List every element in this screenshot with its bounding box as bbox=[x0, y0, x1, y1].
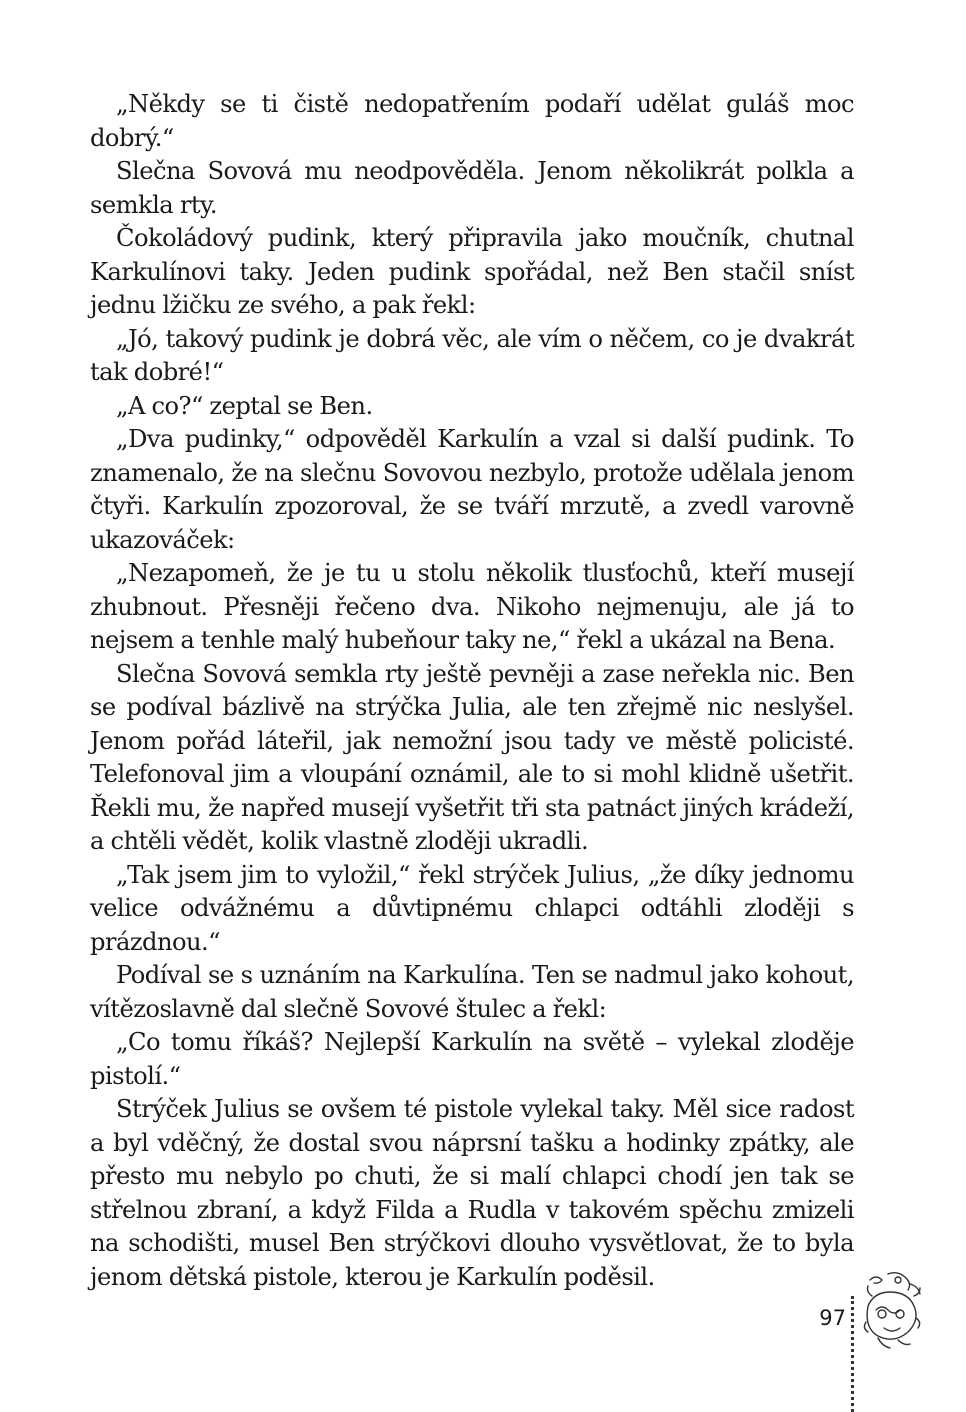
paragraph: „A co?“ zeptal se Ben. bbox=[116, 391, 373, 420]
paragraph: „Tak jsem jim to vyložil,“ řekl strýček Julius, „že díky jednomu velice odvážnému a důvtipnému chlapci odtáhli zloději s prázdnou.“ bbox=[90, 860, 854, 956]
page-number-dotted-rule bbox=[851, 1296, 854, 1412]
paragraph: Podíval se s uznáním na Karkulína. Ten se nadmul jako kohout, vítězoslavně dal slečně Sovové štulec a řekl: bbox=[90, 961, 854, 1023]
paragraph: „Někdy se ti čistě nedopatřením podaří udělat guláš moc dobrý.“ bbox=[90, 90, 854, 152]
paragraph: Čokoládový pudink, který připravila jako moučník, chutnal Karkulínovi taky. Jeden pudink spořádal, než Ben stačil sníst jednu lžičku ze svého, a pak řekl: bbox=[90, 224, 854, 319]
paragraph: „Co tomu říkáš? Nejlepší Karkulín na světě – vylekal zloděje pistolí.“ bbox=[90, 1028, 854, 1090]
paragraph: Strýček Julius se ovšem té pistole vylekal taky. Měl sice radost a byl vděčný, že dostal svou náprsní tašku a hodinky zpátky, ale přesto mu nebylo po chuti, že si malí chlapci chodí jen tak se střelnou zbraní, a když Filda a Rudla v takovém spěchu zmizeli na schodišti, musel Ben strýčkovi dlouho vysvětlovat, že to byla jenom dětská pistole, kterou je Karkulín poděsil. bbox=[90, 1095, 854, 1291]
paragraph: Slečna Sovová mu neodpověděla. Jenom několikrát polkla a semkla rty. bbox=[90, 157, 854, 219]
paragraph: „Nezapomeň, že je tu u stolu několik tlusťochů, kteří musejí zhubnout. Přesněji řečeno dva. Nikoho nejmenuju, ale já to nejsem a tenhle malý hubeňour taky ne,“ řekl a ukázal na Bena. bbox=[90, 559, 854, 654]
paragraph: „Dva pudinky,“ odpověděl Karkulín a vzal si další pudink. To znamenalo, že na slečnu Sovovou nezbylo, protože udělala jenom čtyři. Karkulín zpozoroval, že se tváří mrzutě, a zvedl varovně ukazováček: bbox=[90, 425, 854, 554]
karkulin-doodle-icon bbox=[858, 1266, 928, 1356]
page-number: 97 bbox=[819, 1306, 846, 1330]
paragraph: Slečna Sovová semkla rty ještě pevněji a zase neřekla nic. Ben se podíval bázlivě na strýčka Julia, ale ten zřejmě nic neslyšel. Jenom pořád láteřil, jak nemožní jsou tady ve městě policisté. Telefonoval jim a vloupání oznámil, ale to si mohl klidně ušetřit. Řekli mu, že napřed musejí vyšetřit tři sta patnáct jiných krádeží, a chtěli vědět, kolik vlastně zloději ukradli. bbox=[90, 659, 854, 855]
page-body-text bbox=[90, 88, 854, 1294]
paragraph: „Jó, takový pudink je dobrá věc, ale vím o něčem, co je dvakrát tak dobré!“ bbox=[90, 324, 854, 386]
